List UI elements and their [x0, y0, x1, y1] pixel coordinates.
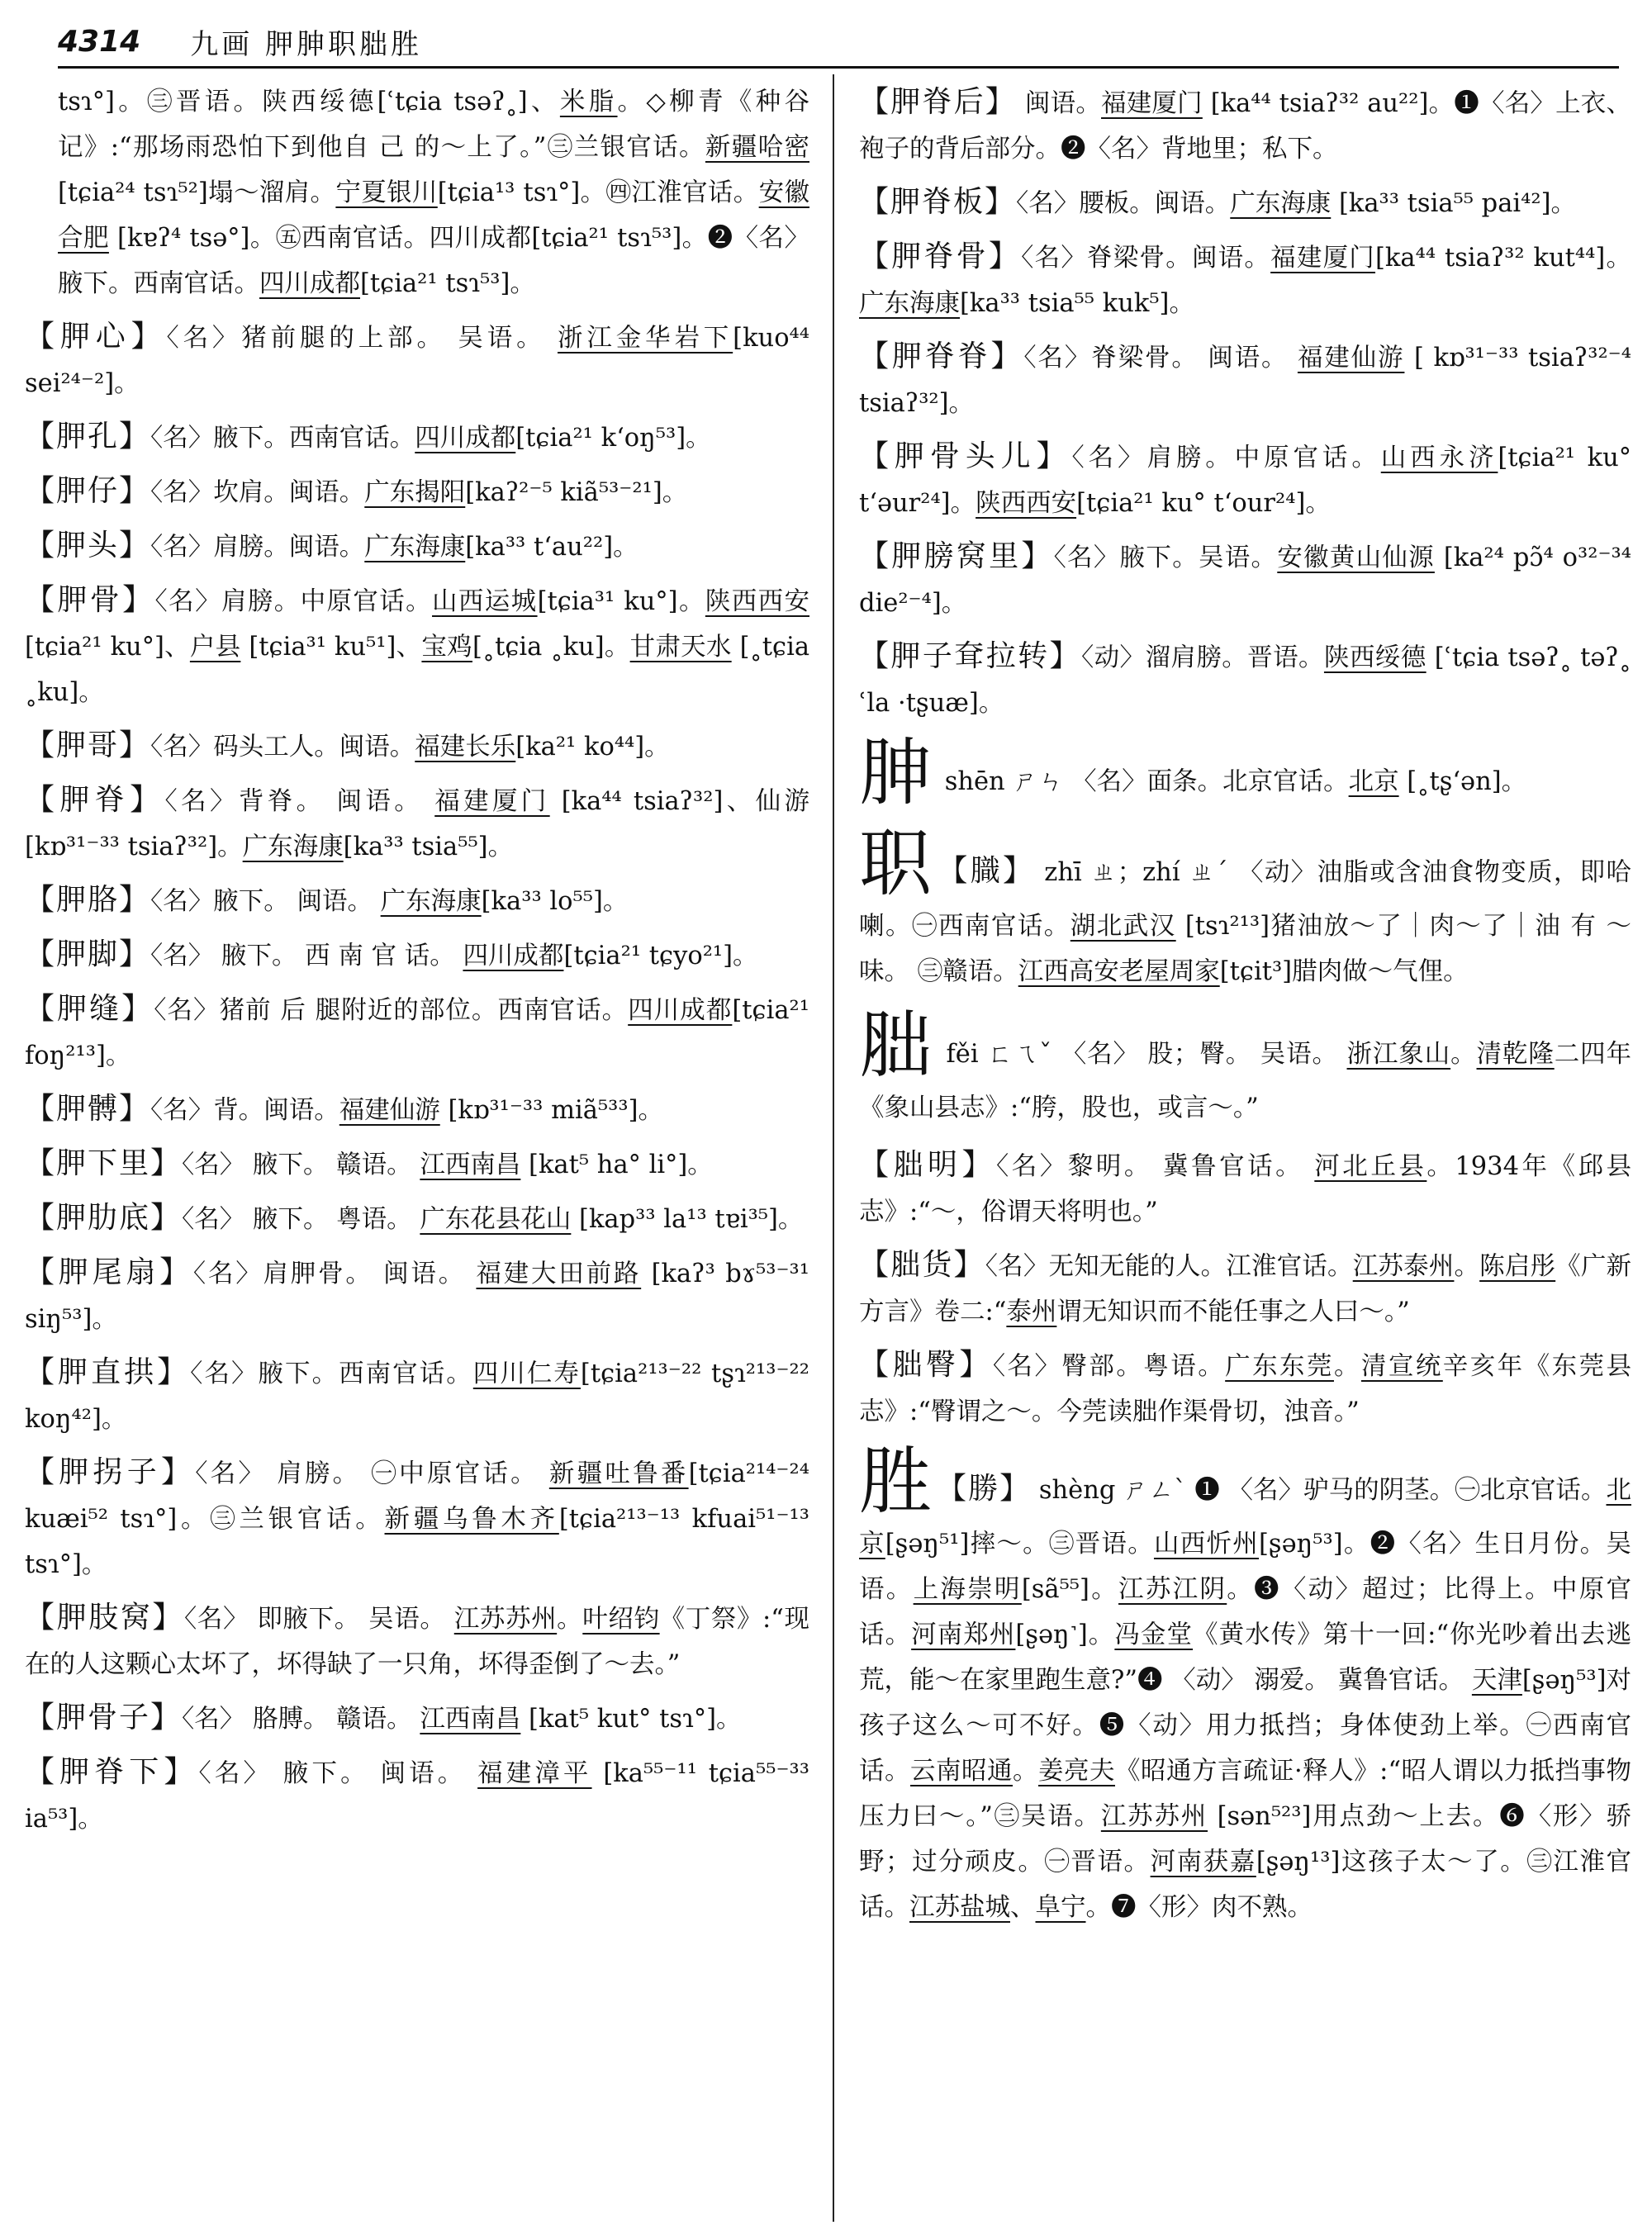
entry-text: 〈名〉 腋下。 闽语。: [198, 1759, 478, 1788]
entry-text: 。: [1333, 1352, 1361, 1381]
entry-text: tsɿ°]。㊂晋语。陕西绥德[ʿtɕia tsəʔ˳]、: [58, 88, 560, 116]
place-name: 宁夏银川: [335, 178, 438, 207]
dictionary-entry: [25, 986, 809, 1079]
headword: 【胛直拱】: [25, 1355, 191, 1389]
entry-text: [tɕia²¹ tɕyo²¹]。: [563, 942, 758, 970]
place-name: 叶绍钧: [582, 1605, 660, 1634]
entry-text: 〈名〉腋下。西南官话。: [190, 1359, 473, 1388]
right-column: [859, 79, 1631, 2218]
dictionary-entry: [859, 534, 1631, 626]
character-entry: [859, 1439, 1631, 1930]
place-name: 四川成都: [463, 942, 564, 970]
dictionary-entry: [859, 234, 1631, 326]
headword: 【胛脊】: [25, 783, 165, 817]
entry-text: [ka⁴⁴ tsiaʔ³²]、仙游[kɒ³¹⁻³³ tsiaʔ³²]。: [25, 787, 809, 861]
entry-text: 〈名〉 胳膊。 赣语。: [182, 1705, 420, 1734]
headword: 【胐货】: [859, 1248, 985, 1282]
place-name: 四川成都: [415, 424, 516, 453]
entry-text: [ka²⁴ pɔ̃⁴ o³²⁻³⁴ die²⁻⁴]。: [859, 543, 1631, 618]
entry-text: [ kɒ³¹⁻³³ tsiaʔ³²⁻⁴ tsiaʔ³²]。: [859, 344, 1631, 418]
entry-text: 〈名〉 肩膀。 ㊀中原官话。: [195, 1459, 549, 1488]
headword: 【胛肋底】: [25, 1201, 183, 1235]
entry-text: 。❸〈动〉超过；比得上。中原官话。: [859, 1575, 1631, 1649]
headword: 【胐明】: [859, 1148, 997, 1182]
head-character: 胜: [859, 1439, 933, 1524]
entry-text: [ʂəŋ¹³]这孩子太～了。㊂江淮官话。: [859, 1848, 1631, 1922]
headword: 【胛肢窝】: [25, 1601, 185, 1635]
head-character: 职: [859, 821, 933, 906]
place-name: 甘肃天水: [629, 633, 732, 662]
dictionary-entry: [25, 414, 809, 461]
dictionary-entry: [859, 1142, 1631, 1235]
entry-text: [ʂəŋ⁵³]。❷〈名〉生日月份。吴语。: [859, 1530, 1631, 1604]
entry-text: [kap³³ la¹³ tɐi³⁵]。: [571, 1205, 804, 1234]
entry-text: 〈动〉溜肩膀。晋语。: [1080, 643, 1324, 672]
dictionary-entry: [25, 1595, 809, 1687]
headword: 【胛拐子】: [25, 1455, 196, 1489]
entry-text: 〈名〉 腋下。 西 南 官 话。: [150, 942, 463, 970]
entry-text: 。: [557, 1605, 583, 1634]
dictionary-entry: [859, 334, 1631, 426]
entry-text: [tsɿ²¹³]猪油放～了｜肉～了｜油 有 ～ 味。 ㊂赣语。: [859, 912, 1631, 986]
entry-text: 《广新方言》卷二:“: [859, 1252, 1631, 1326]
entry-text: 二四年《象山县志》:“胯，股也，或言～。”: [859, 1040, 1631, 1122]
entry-text: 〈名〉脊梁骨。闽语。: [1021, 244, 1271, 273]
entry-text: [kaʔ²⁻⁵ kiã⁵³⁻²¹]。: [465, 478, 688, 507]
entry-text: 〈名〉坎肩。闽语。: [150, 478, 365, 507]
place-name: 福建大田前路: [476, 1260, 642, 1288]
entry-text: [tɕia²⁴ tsɿ⁵²]塌～溜肩。: [58, 178, 336, 207]
headword: 【胛子耷拉转】: [859, 639, 1081, 673]
headword: 【胛脊骨】: [859, 240, 1022, 273]
entry-text: [kɒ³¹⁻³³ miã⁵³³]。: [439, 1096, 664, 1125]
entry-text: shēn ㄕㄣ 〈名〉面条。北京官话。: [937, 767, 1349, 796]
entry-text: [tɕia²¹ ku°]、: [25, 633, 190, 662]
place-name: 江苏苏州: [453, 1605, 558, 1634]
entry-text: zhī ㄓ；zhí ㄓˊ 〈动〉油脂或含油食物变质，即哈喇。㊀西南官话。: [859, 858, 1631, 941]
dictionary-entry: [25, 723, 809, 770]
entry-text: [tɕia²¹ ku° tʻour²⁴]。: [1076, 489, 1331, 518]
entry-text: 〈名〉码头工人。闽语。: [150, 733, 415, 762]
entry-text: 。: [1454, 1252, 1480, 1281]
place-name: 北京: [859, 1476, 1631, 1559]
place-name: 米脂: [559, 88, 618, 116]
entry-text: [˳tɕia ˳ku]。: [472, 633, 630, 662]
entry-text: 〈名〉 腋下。 赣语。: [182, 1151, 420, 1179]
entry-text: [tɕia¹³ tsɿ°]。㊃江淮官话。: [437, 178, 759, 207]
place-name: 福建仙游: [1297, 344, 1405, 372]
dictionary-entry: [25, 468, 809, 515]
entry-text: [tɕia²¹ ku° tʻəur²⁴]。: [859, 444, 1631, 518]
place-name: 安徽合肥: [58, 178, 809, 253]
place-name: 福建漳平: [477, 1759, 592, 1788]
entry-text: fěi ㄈㄟˇ 〈名〉 股；臀。 吴语。: [937, 1040, 1347, 1069]
place-name: 福建长乐: [415, 733, 516, 762]
place-name: 广东东莞: [1225, 1352, 1334, 1381]
entry-text: 《黄水传》第十一回:“你光吵着出去逃荒，能～在家里跑生意?”❹ 〈动〉 溺爱。 冀鲁官话。: [859, 1620, 1631, 1695]
headword: 【胐臀】: [859, 1348, 993, 1382]
page-number: 4314: [58, 24, 141, 59]
place-name: 广东海康: [1230, 189, 1332, 218]
place-name: 陕西西安: [976, 489, 1077, 518]
dictionary-entry: [25, 1695, 809, 1742]
headword: 【胛脚】: [25, 937, 151, 971]
headword: 【胛头】: [25, 529, 151, 562]
place-name: 四川成都: [628, 996, 733, 1025]
dictionary-entry: [25, 1749, 809, 1842]
entry-text: [tɕia²¹⁴⁻²⁴ kuæi⁵² tsɿ°]。㊂兰银官话。: [25, 1459, 809, 1534]
entry-text: [ka³³ tʻau²²]。: [465, 533, 638, 562]
headword: 【胛脊后】: [859, 85, 1018, 119]
headword: 【胛脊脊】: [859, 339, 1024, 373]
character-entry: [859, 730, 1631, 815]
entry-text: 〈名〉肩胛骨。 闽语。: [192, 1260, 477, 1288]
place-name: 河南获嘉: [1150, 1848, 1256, 1877]
entry-text: 、: [1010, 1893, 1036, 1922]
place-name: 山西永济: [1380, 444, 1498, 472]
place-name: 广东花县花山: [420, 1205, 572, 1234]
entry-text: [˳tʂʻən]。: [1398, 767, 1527, 796]
headword: 【胛尾扇】: [25, 1255, 193, 1289]
place-name: 新疆哈密: [705, 133, 809, 162]
dictionary-entry: [25, 314, 809, 406]
place-name: 新疆吐鲁番: [548, 1459, 689, 1488]
left-column: [25, 79, 809, 2218]
place-name: 山西忻州: [1153, 1530, 1260, 1559]
place-name: 云南昭通: [910, 1757, 1013, 1786]
entry-text: [ka³³ tsia⁵⁵]。: [343, 833, 514, 861]
headword: 【胛骨子】: [25, 1701, 183, 1734]
entry-text: [ʂəŋ˺]。: [1015, 1620, 1115, 1649]
entry-text: [ka²¹ ko⁴⁴]。: [515, 733, 670, 762]
place-name: 广东海康: [364, 533, 466, 562]
dictionary-entry: [25, 1350, 809, 1442]
place-name: 福建厦门: [434, 787, 550, 816]
entry-text: [kaʔ³ bɤ⁵³⁻³¹ siŋ⁵³]。: [25, 1260, 809, 1334]
dictionary-entry: [25, 577, 809, 715]
running-title: 九画 胛胂职胐胜: [190, 27, 423, 61]
page-header: [58, 17, 1619, 69]
entry-text: 〈名〉猪前 后 腿附近的部位。西南官话。: [154, 996, 629, 1025]
place-name: 宝鸡: [421, 633, 472, 662]
place-name: 上海崇明: [913, 1575, 1022, 1604]
place-name: 户县: [189, 633, 241, 662]
entry-text: [ka⁵⁵⁻¹¹ tɕia⁵⁵⁻³³ ia⁵³]。: [25, 1759, 809, 1834]
headword: 【胛孔】: [25, 420, 151, 453]
entry-text: [tɕia²¹³⁻²² tʂɿ²¹³⁻²² koŋ⁴²]。: [25, 1359, 809, 1434]
place-name: 福建厦门: [1270, 244, 1376, 273]
entry-text: 《昭通方言疏证·释人》:“昭人谓以力抵挡事物压力曰～。”㊂吴语。: [859, 1757, 1631, 1831]
entry-text: shèng ㄕㄥˋ ❶ 〈名〉驴马的阴茎。㊀北京官话。: [1031, 1476, 1607, 1505]
dictionary-entry: [859, 633, 1631, 726]
entry-text: 。❼〈形〉肉不熟。: [1085, 1893, 1313, 1922]
place-name: 山西运城: [432, 587, 538, 616]
entry-text: 〈名〉背。闽语。: [150, 1096, 339, 1125]
headword: 【胛下里】: [25, 1146, 183, 1180]
place-name: 阜宁: [1035, 1893, 1086, 1922]
entry-text: [tɕia³¹ ku°]。: [537, 587, 705, 616]
entry-text: 。1934年《邱县志》:“～，俗谓天将明也。”: [859, 1152, 1631, 1226]
place-name: 冯金堂: [1114, 1620, 1194, 1649]
place-name: 江西南昌: [420, 1705, 521, 1734]
entry-text: [ka⁴⁴ tsiaʔ³² kut⁴⁴]。: [1375, 244, 1631, 273]
head-character: 胐: [859, 1003, 933, 1088]
headword: 【膱】: [938, 854, 1036, 888]
entry-text: 〈名〉无知无能的人。江淮官话。: [985, 1252, 1353, 1281]
place-name: 江苏苏州: [1100, 1802, 1208, 1831]
place-name: 四川仁寿: [472, 1359, 581, 1388]
entry-text: [sən⁵²³]用点劲～上去。❻〈形〉骄野；过分顽皮。㊀晋语。: [859, 1802, 1631, 1877]
headword: 【胛膀窝里】: [859, 539, 1054, 573]
entry-text: [kat⁵ kut° tsɿ°]。: [520, 1705, 742, 1734]
place-name: 河南郑州: [911, 1620, 1016, 1649]
entry-text: [tɕia³¹ ku⁵¹]、: [240, 633, 422, 662]
entry-text: 〈名〉黎明。 冀鲁官话。: [996, 1152, 1315, 1181]
place-name: 江苏盐城: [909, 1893, 1010, 1922]
entry-text: 〈名〉脊梁骨。 闽语。: [1023, 344, 1298, 372]
headword: 【胛骨头儿】: [859, 439, 1072, 473]
head-character: 胂: [859, 730, 933, 815]
entry-text: 〈名〉猪前腿的上部。 吴语。: [166, 324, 558, 353]
entry-text: [sã⁵⁵]。: [1021, 1575, 1119, 1604]
entry-text: 〈名〉 即腋下。 吴语。: [184, 1605, 454, 1634]
entry-text: [ka³³ tsia⁵⁵ pai⁴²]。: [1331, 189, 1576, 218]
dictionary-entry: [859, 179, 1631, 226]
place-name: 福建厦门: [1101, 89, 1203, 118]
entry-text: [tɕia²¹ tsɿ⁵³]。: [360, 269, 535, 298]
place-name: 广东海康: [859, 289, 960, 318]
entry-text: [ʂəŋ⁵¹]摔～。㊂晋语。: [885, 1530, 1154, 1559]
place-name: 广东海康: [242, 833, 344, 861]
entry-text: [kuo⁴⁴ sei²⁴⁻²]。: [25, 324, 809, 398]
entry-text: [ʿtɕia tsəʔ˳ təʔ˳ ʿla ·tʂuæ]。: [859, 643, 1631, 718]
character-entry: [859, 821, 1631, 994]
entry-text: [ka⁴⁴ tsiaʔ³² au²²]。❶〈名〉上衣、袍子的背后部分。❷〈名〉背地里；私下。: [859, 89, 1631, 164]
place-name: 河北丘县: [1314, 1152, 1427, 1181]
place-name: 浙江金华岩下: [558, 324, 733, 353]
dictionary-entry: [25, 523, 809, 570]
headword: 【胛脊板】: [859, 185, 1017, 219]
entry-text: 〈名〉肩膀。中原官话。: [154, 587, 433, 616]
dictionary-entry: [25, 777, 809, 870]
entry-text: [kɐʔ⁴ tsə°]。㊄西南官话。四川成都[tɕia²¹ tsɿ⁵³]。❷〈名〉腋下。西南官话。: [58, 224, 809, 298]
dictionary-entry: [859, 1242, 1631, 1335]
entry-text: [tɕit³]腊肉做～气俚。: [1219, 957, 1469, 986]
entry-text: [ka³³ tsia⁵⁵ kuk⁵]。: [960, 289, 1194, 318]
entry-text: [ka³³ lo⁵⁵]。: [481, 887, 629, 916]
character-entry: [859, 1003, 1631, 1131]
entry-continuation: [25, 79, 809, 306]
headword: 【胛胳】: [25, 883, 151, 917]
place-name: 天津: [1471, 1666, 1522, 1695]
dictionary-entry: [859, 79, 1631, 172]
headword: 【勝】: [937, 1472, 1032, 1506]
entry-text: [ʂəŋ⁵³]对孩子这么～可不好。❺〈动〉用力抵挡；身体使劲上举。㊀西南官话。: [859, 1666, 1631, 1786]
entry-text: 〈名〉肩膀。闽语。: [150, 533, 365, 562]
place-name: 泰州: [1006, 1298, 1057, 1326]
place-name: 陈启彤: [1479, 1252, 1556, 1281]
dictionary-entry: [25, 877, 809, 924]
entry-text: 。: [1450, 1040, 1477, 1069]
entry-text: 谓无知识而不能任事之人曰～。”: [1056, 1298, 1410, 1326]
headword: 【胛脊下】: [25, 1755, 199, 1789]
entry-text: 闽语。: [1017, 89, 1102, 118]
place-name: 江苏泰州: [1352, 1252, 1455, 1281]
dictionary-entry: [25, 1141, 809, 1188]
place-name: 江西南昌: [420, 1151, 521, 1179]
entry-text: 。: [1013, 1757, 1038, 1786]
dictionary-entry: [25, 1450, 809, 1587]
place-name: 新疆乌鲁木齐: [384, 1505, 559, 1534]
headword: 【胛髆】: [25, 1092, 151, 1126]
entry-text: 〈名〉臀部。粤语。: [992, 1352, 1226, 1381]
entry-text: [tɕia²¹ kʻoŋ⁵³]。: [515, 424, 711, 453]
place-name: 清宣统: [1360, 1352, 1443, 1381]
dictionary-entry: [859, 1342, 1631, 1435]
entry-text: 〈名〉腋下。 闽语。: [150, 887, 381, 916]
place-name: 姜亮夫: [1038, 1757, 1115, 1786]
place-name: 清乾隆: [1476, 1040, 1555, 1069]
entry-text: [˳tɕia ˳ku]。: [25, 633, 809, 707]
place-name: 广东海康: [380, 887, 482, 916]
place-name: 江西高安老屋周家: [1018, 957, 1220, 986]
dictionary-entry: [25, 1250, 809, 1342]
place-name: 安徽黄山仙源: [1277, 543, 1435, 572]
column-divider: [833, 74, 834, 2222]
place-name: 北京: [1348, 767, 1399, 796]
place-name: 四川成都: [259, 269, 360, 298]
entry-text: 辛亥年《东莞县志》:“臀谓之～。今莞读胐作渠骨切，浊音。”: [859, 1352, 1631, 1426]
entry-text: [kat⁵ ha° li°]。: [520, 1151, 713, 1179]
place-name: 湖北武汉: [1070, 912, 1176, 941]
entry-text: 〈名〉腰板。闽语。: [1016, 189, 1231, 218]
place-name: 陕西绥德: [1323, 643, 1427, 672]
entry-text: 《丁祭》:“现在的人这颗心太坏了，坏得缺了一只角，坏得歪倒了～去。”: [25, 1605, 809, 1679]
entry-text: 〈名〉背脊。 闽语。: [164, 787, 435, 816]
headword: 【胛骨】: [25, 583, 155, 617]
dictionary-entry: [859, 434, 1631, 526]
entry-text: 〈名〉腋下。吴语。: [1053, 543, 1278, 572]
dictionary-entry: [25, 1086, 809, 1133]
place-name: 福建仙游: [339, 1096, 440, 1125]
entry-text: [tɕia²¹³⁻¹³ kfuai⁵¹⁻¹³ tsɿ°]。: [25, 1505, 809, 1579]
entry-text: 。◇柳青《种谷记》:“那场雨恐怕下到他自 己 的～上了。”㊂兰银官话。: [58, 88, 809, 162]
place-name: 江苏江阴: [1118, 1575, 1227, 1604]
headword: 【胛缝】: [25, 992, 154, 1026]
place-name: 广东揭阳: [364, 478, 466, 507]
dictionary-entry: [25, 932, 809, 979]
headword: 【胛哥】: [25, 728, 151, 762]
entry-text: 〈名〉 腋下。 粤语。: [182, 1205, 420, 1234]
dictionary-entry: [25, 1195, 809, 1242]
entry-text: 〈名〉肩膀。中原官话。: [1071, 444, 1381, 472]
place-name: 浙江象山: [1346, 1040, 1451, 1069]
headword: 【胛心】: [25, 320, 167, 353]
entry-text: [tɕia²¹ foŋ²¹³]。: [25, 996, 809, 1070]
entry-text: 〈名〉腋下。西南官话。: [150, 424, 415, 453]
place-name: 陕西西安: [705, 587, 809, 616]
headword: 【胛仔】: [25, 474, 151, 508]
